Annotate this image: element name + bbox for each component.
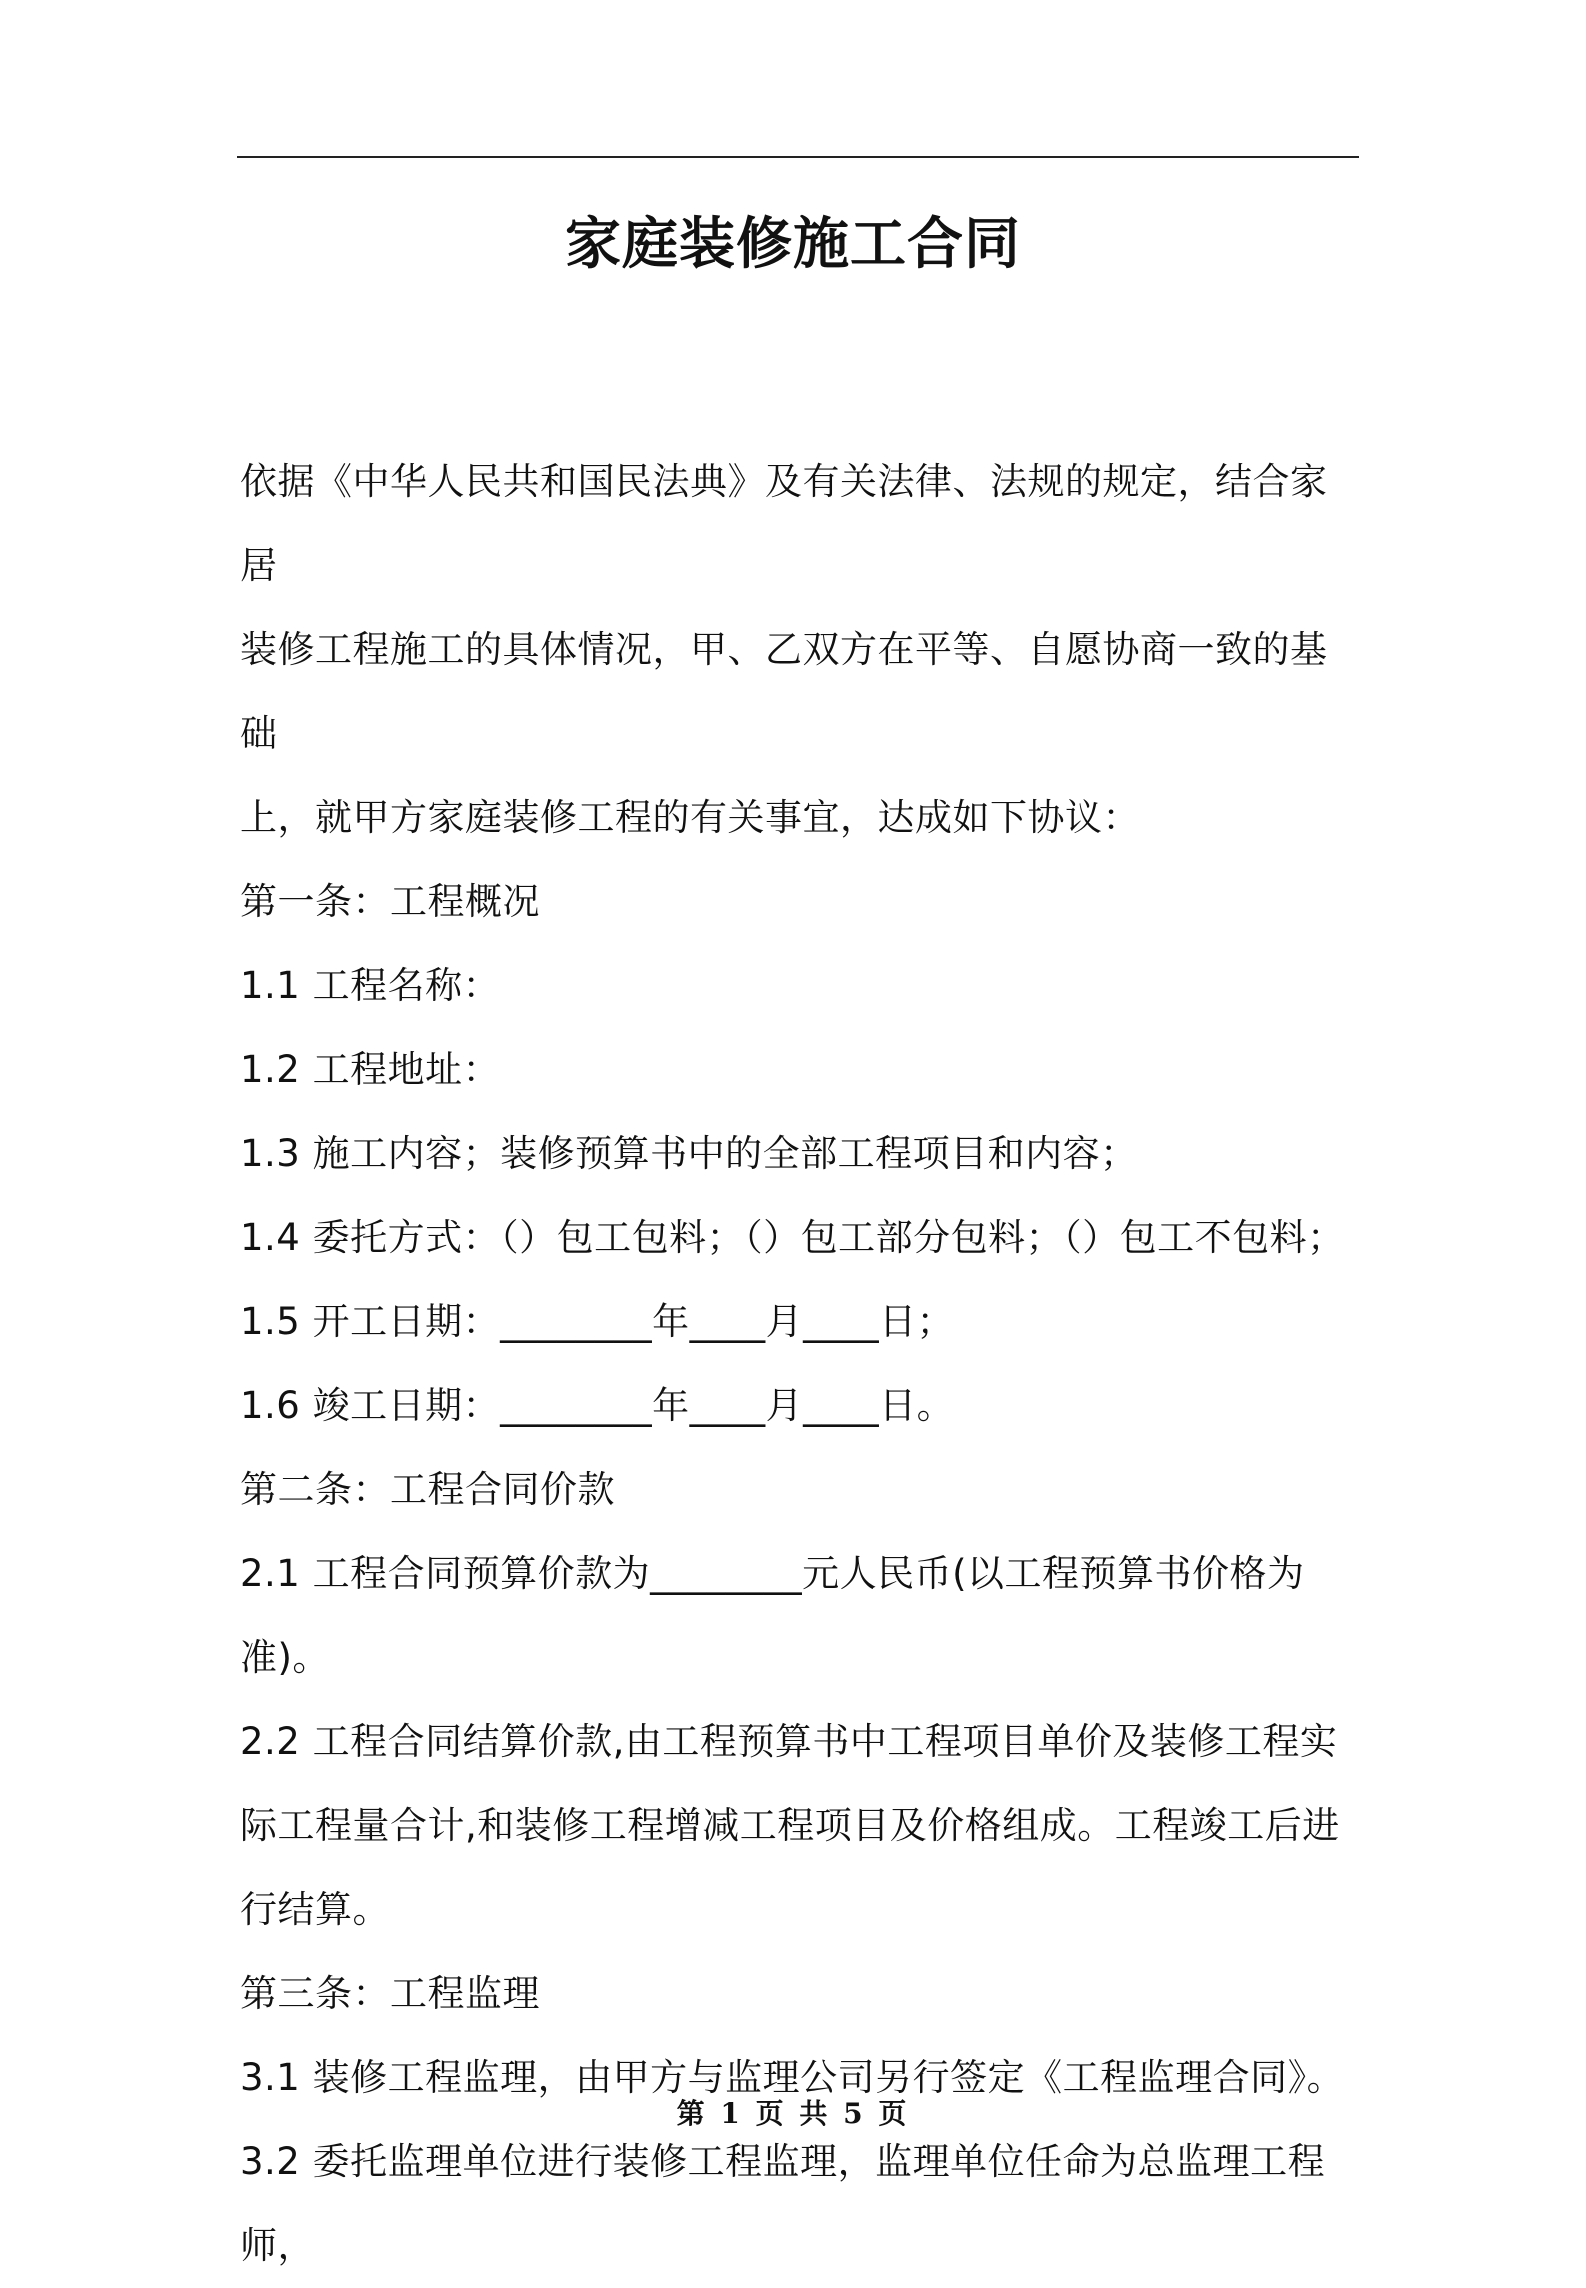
paragraph-line: 依据《中华人民共和国民法典》及有关法律、法规的规定，结合家居 (240, 460, 1328, 587)
header-rule (237, 156, 1359, 158)
document-body (240, 440, 1360, 2288)
paragraph-line: 装修工程施工的具体情况，甲、乙双方在平等、自愿协商一致的基础 (240, 628, 1328, 755)
clause-line: 2.1 工程合同预算价款为________元人民币(以工程预算书价格为 (240, 1552, 1305, 1595)
clause-line: 3.2 委托监理单位进行装修工程监理，监理单位任命为总监理工程师， (240, 2140, 1326, 2267)
section-heading: 第三条：工程监理 (240, 1972, 540, 2015)
clause-line: 际工程量合计,和装修工程增减工程项目及价格组成。工程竣工后进 (240, 1804, 1340, 1847)
document-title: 家庭装修施工合同 (565, 212, 1021, 277)
clause-line: 行结算。 (240, 1888, 390, 1931)
clause-line: 1.3 施工内容；装修预算书中的全部工程项目和内容； (240, 1132, 1138, 1175)
clause-line: 准)。 (240, 1636, 330, 1679)
clause-line: 3.1 装修工程监理，由甲方与监理公司另行签定《工程监理合同》。 (240, 2056, 1345, 2099)
section-heading: 第一条：工程概况 (240, 880, 540, 923)
clause-line: 1.2 工程地址： (240, 1048, 501, 1091)
section-heading: 第二条：工程合同价款 (240, 1468, 615, 1511)
clause-line: 1.4 委托方式：（）包工包料；（）包工部分包料；（）包工不包料； (240, 1216, 1345, 1259)
clause-line: 1.5 开工日期：________年____月____日； (240, 1300, 955, 1343)
clause-line: 1.1 工程名称： (240, 964, 501, 1007)
clause-line: 1.6 竣工日期：________年____月____日。 (240, 1384, 955, 1427)
clause-line: 2.2 工程合同结算价款,由工程预算书中工程项目单价及装修工程实 (240, 1720, 1338, 1763)
page-number-footer: 第 1 页 共 5 页 (676, 2097, 910, 2130)
paragraph-line: 上，就甲方家庭装修工程的有关事宜，达成如下协议： (240, 796, 1140, 839)
